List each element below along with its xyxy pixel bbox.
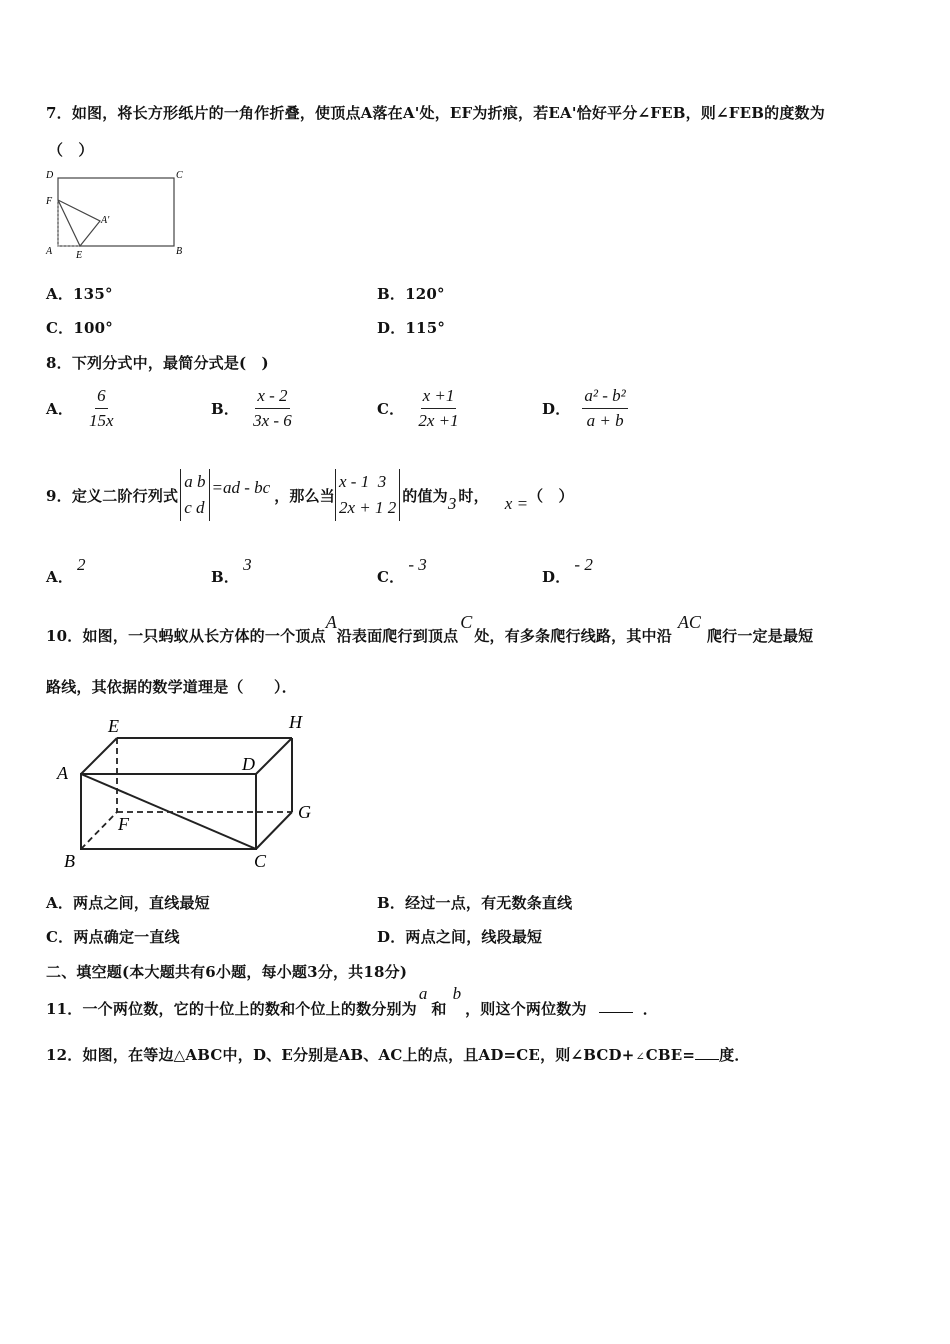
q7-label-A: A [46, 246, 53, 257]
q10-cuboid-figure [48, 708, 328, 874]
q10-label-A: A [57, 763, 68, 783]
q7-option-b[interactable]: B．120° [377, 285, 445, 303]
q7-stem: 7．如图，将长方形纸片的一角作折叠，使顶点A落在A'处，EF为折痕，若EA'恰好平分∠FEB，则∠FEB的度数为 [46, 104, 825, 122]
q8-option-b[interactable]: B． $\frac{x - 2}{3x - 6}$ [211, 386, 292, 430]
q9-determinant-definition: a b c d [180, 469, 209, 521]
q7-answer-paren: （ ） [48, 141, 94, 159]
q9-option-a[interactable]: A．2 [46, 555, 86, 586]
q10-stem-line2: 路线，其依据的数学道理是（ ）． [46, 678, 297, 696]
q10-label-F: F [118, 814, 129, 834]
q7-label-A1: A' [101, 215, 110, 226]
q7-label-E: E [76, 250, 83, 260]
q10-label-C: C [254, 851, 267, 871]
q7-label-B: B [176, 246, 183, 257]
q10-label-H: H [289, 712, 302, 732]
q8-stem: 8．下列分式中，最简分式是( ) [46, 354, 269, 372]
q12-answer-blank[interactable] [695, 1045, 719, 1060]
q7-option-d[interactable]: D．115° [377, 319, 446, 337]
q7-label-F: F [46, 196, 53, 207]
q9-stem: 9．定义二阶行列式 a b c d =ad - bc ，那么当 x - 1 3 2x + 1 2 的值为 3 时， x = （ ） [46, 466, 574, 524]
q7-figure [44, 166, 194, 260]
q12-stem: 12．如图，在等边△ABC中，D、E分别是AB、AC上的点，且AD=CE，则∠BCD+ ∠ CBE= 度． [46, 1046, 750, 1064]
q11-stem: 11．一个两位数，它的十位上的数和个位上的数分别为 a 和 b ，则这个两位数为 ． [46, 984, 658, 1018]
q10-label-E: E [108, 716, 119, 736]
q7-label-C: C [176, 170, 183, 181]
q10-option-d[interactable]: D．两点之间，线段最短 [377, 928, 543, 946]
q10-option-a[interactable]: A．两点之间，直线最短 [46, 894, 210, 912]
q10-stem: 10．如图，一只蚂蚁从长方体的一个顶点 A 沿表面爬行到顶点 C 处，有多条爬行线路，其中沿 AC 爬行一定是最短 [46, 612, 814, 645]
q11-answer-blank[interactable] [599, 998, 633, 1013]
q10-option-c[interactable]: C．两点确定一直线 [46, 928, 180, 946]
q10-label-G: G [298, 802, 311, 822]
q9-option-c[interactable]: C．- 3 [377, 555, 427, 586]
q7-option-c[interactable]: C．100° [46, 319, 113, 337]
q7-label-D: D [46, 170, 54, 181]
q7-option-a[interactable]: A．135° [46, 285, 113, 303]
q9-determinant-expression: x - 1 3 2x + 1 2 [335, 469, 400, 521]
q8-option-c[interactable]: C． $\frac{x +1}{2x +1}$ [377, 386, 459, 430]
q10-label-B: B [64, 851, 75, 871]
q8-option-d[interactable]: D． $\frac{\text{a² - b²}}{a + b}$ [542, 386, 626, 430]
q10-label-D: D [242, 754, 255, 774]
q8-option-a[interactable]: A． $\frac{6}{15x}$ [46, 386, 114, 430]
section-heading-fill-in: 二、填空题(本大题共有6小题，每小题3分，共18分) [46, 963, 408, 981]
q9-option-d[interactable]: D．- 2 [542, 555, 593, 586]
q10-option-b[interactable]: B．经过一点，有无数条直线 [377, 894, 573, 912]
q9-option-b[interactable]: B．3 [211, 555, 252, 586]
